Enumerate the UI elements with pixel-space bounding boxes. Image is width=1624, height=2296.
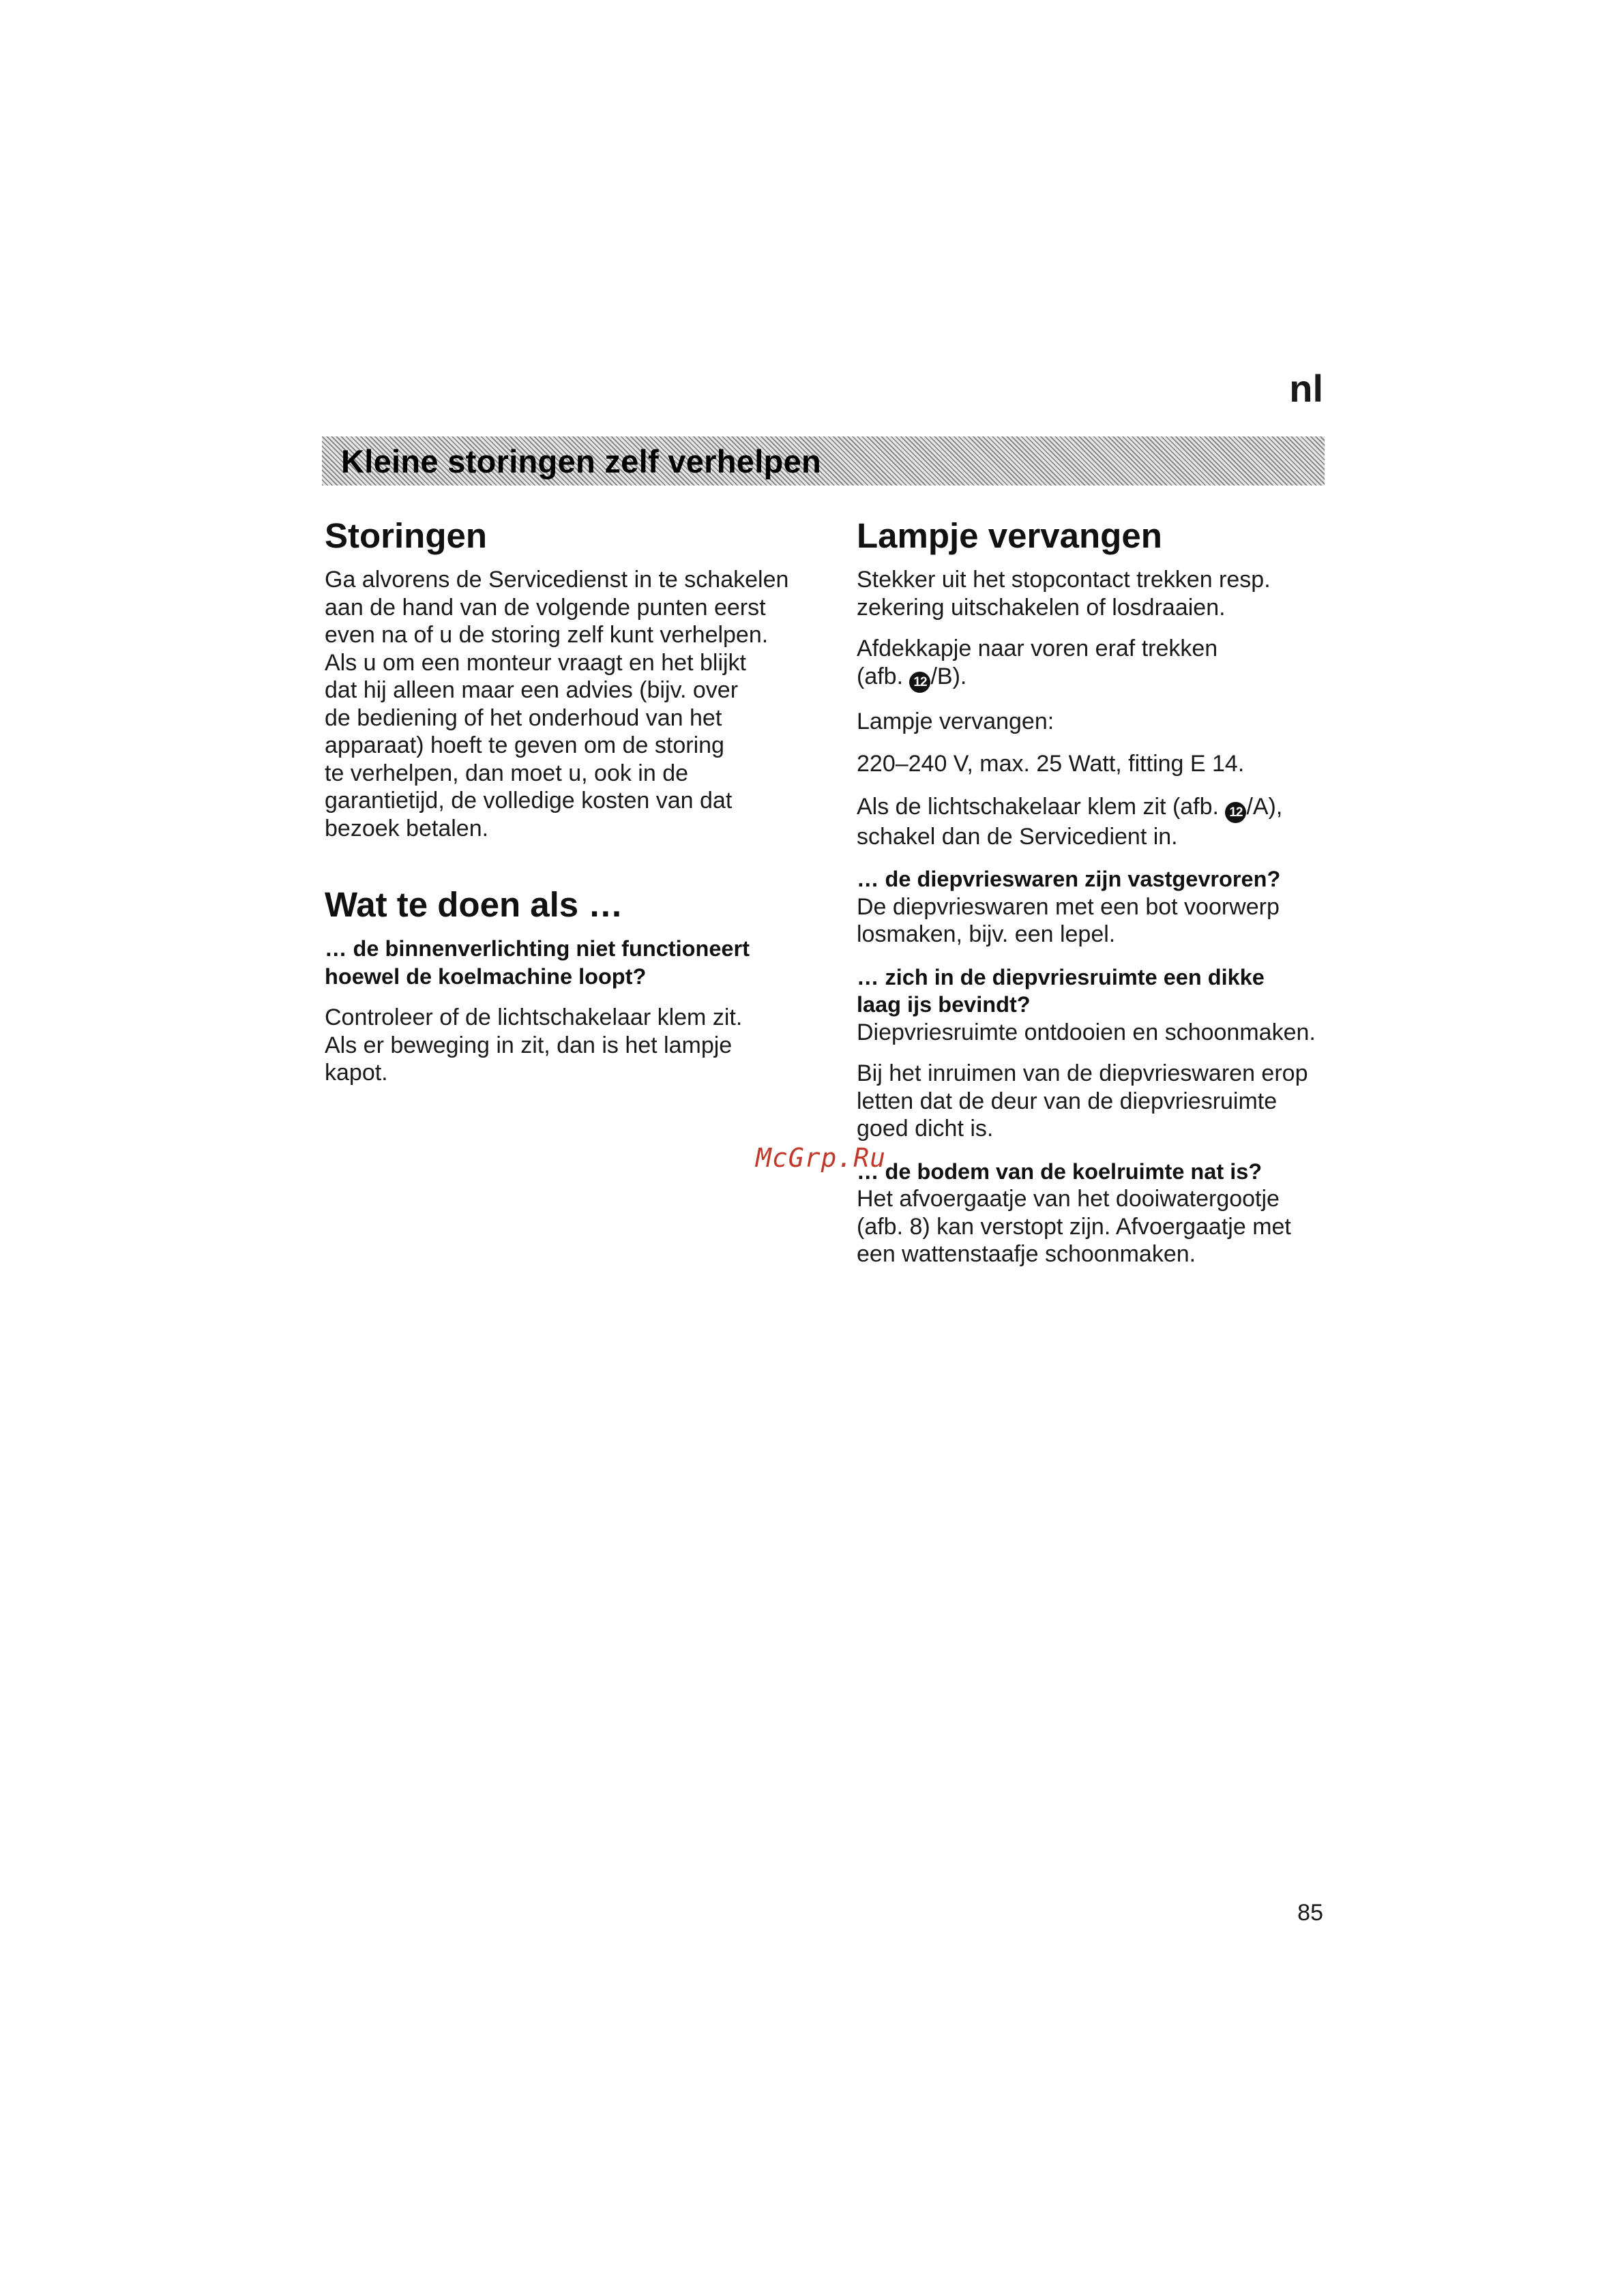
text-line: Als u om een monteur vraagt en het blijkt xyxy=(325,649,746,676)
text-line xyxy=(857,663,1334,693)
text-line: een wattenstaafje schoonmaken. xyxy=(857,1241,1196,1267)
text-line: Stekker uit het stopcontact trekken resp. xyxy=(857,567,1271,593)
text-line: zekering uitschakelen of losdraaien. xyxy=(857,594,1226,621)
text-fragment: Als de lichtschakelaar klem zit (afb. xyxy=(857,793,1226,820)
lampje-p2 xyxy=(857,635,1334,693)
heading-wat-te-doen: Wat te doen als … xyxy=(325,885,623,924)
text-line: Bij het inruimen van de diepvrieswaren erop xyxy=(857,1060,1308,1086)
lampje-p1 xyxy=(857,566,1334,621)
text-line: Controleer of de lichtschakelaar klem zit. xyxy=(325,1004,743,1030)
lampje-p3: Lampje vervangen: xyxy=(857,708,1054,734)
text-line: de bediening of het onderhoud van het xyxy=(325,704,722,731)
question-block xyxy=(325,935,816,990)
text-line: goed dicht is. xyxy=(857,1116,994,1142)
question-line: … de bodem van de koelruimte nat is? xyxy=(857,1159,1263,1184)
page-number: 85 xyxy=(1297,1900,1323,1926)
question-line: … de binnenverlichting niet functioneert xyxy=(325,936,750,961)
text-line: losmaken, bijv. een lepel. xyxy=(857,921,1116,947)
text-fragment: (afb. xyxy=(857,663,910,689)
question-line: laag ijs bevindt? xyxy=(857,992,1031,1017)
lampje-p4: 220–240 V, max. 25 Watt, fitting E 14. xyxy=(857,751,1245,777)
text-line: (afb. 8) kan verstopt zijn. Afvoergaatje met xyxy=(857,1213,1291,1240)
text-line: aan de hand van de volgende punten eerst xyxy=(325,594,766,621)
text-line: Als er beweging in zit, dan is het lampje xyxy=(325,1032,733,1058)
language-tag: nl xyxy=(1289,367,1323,410)
text-line xyxy=(857,793,1334,823)
question-line: hoewel de koelmachine loopt? xyxy=(325,964,647,989)
heading-storingen: Storingen xyxy=(325,516,487,555)
question-line: … zich in de diepvriesruimte een dikke xyxy=(857,964,1265,989)
text-line: even na of u de storing zelf kunt verhelpen. xyxy=(325,622,769,648)
left-column xyxy=(325,513,816,1087)
text-line: bezoek betalen. xyxy=(325,815,489,841)
text-line: De diepvrieswaren met een bot voorwerp xyxy=(857,893,1280,920)
section-banner xyxy=(322,436,1325,486)
text-line: kapot. xyxy=(325,1060,388,1086)
text-line: garantietijd, de volledige kosten van dat xyxy=(325,788,733,814)
right-column xyxy=(857,513,1334,1268)
text-line: apparaat) hoeft te geven om de storing xyxy=(325,732,724,758)
lampje-p5 xyxy=(857,793,1334,851)
text-fragment: /B). xyxy=(930,663,967,689)
section-title: Kleine storingen zelf verhelpen xyxy=(341,443,822,479)
text-fragment: /A), xyxy=(1246,793,1283,820)
text-line: Het afvoergaatje van het dooiwatergootje xyxy=(857,1186,1280,1212)
text-line: te verhelpen, dan moet u, ook in de xyxy=(325,760,689,786)
faq-item xyxy=(857,865,1334,949)
text-line: Afdekkapje naar voren eraf trekken xyxy=(857,636,1218,661)
text-line: letten dat de deur van de diepvriesruimte xyxy=(857,1088,1278,1114)
watermark-link[interactable]: McGrp.Ru xyxy=(756,1143,887,1173)
text-line: Diepvriesruimte ontdooien en schoonmaken. xyxy=(857,1019,1316,1045)
storingen-paragraph xyxy=(325,566,816,842)
text-line: Ga alvorens de Servicedienst in te schakelen xyxy=(325,567,789,593)
figure-number-icon: 12 xyxy=(909,672,930,693)
heading-lampje-vervangen: Lampje vervangen xyxy=(857,516,1162,555)
answer-block xyxy=(325,1004,816,1087)
text-line: schakel dan de Servicedient in. xyxy=(857,823,1178,850)
question-line: … de diepvrieswaren zijn vastgevroren? xyxy=(857,867,1281,891)
faq-item xyxy=(857,964,1334,1143)
figure-number-icon: 12 xyxy=(1225,802,1246,823)
faq-item xyxy=(857,1158,1334,1268)
text-line: dat hij alleen maar een advies (bijv. over xyxy=(325,677,739,703)
